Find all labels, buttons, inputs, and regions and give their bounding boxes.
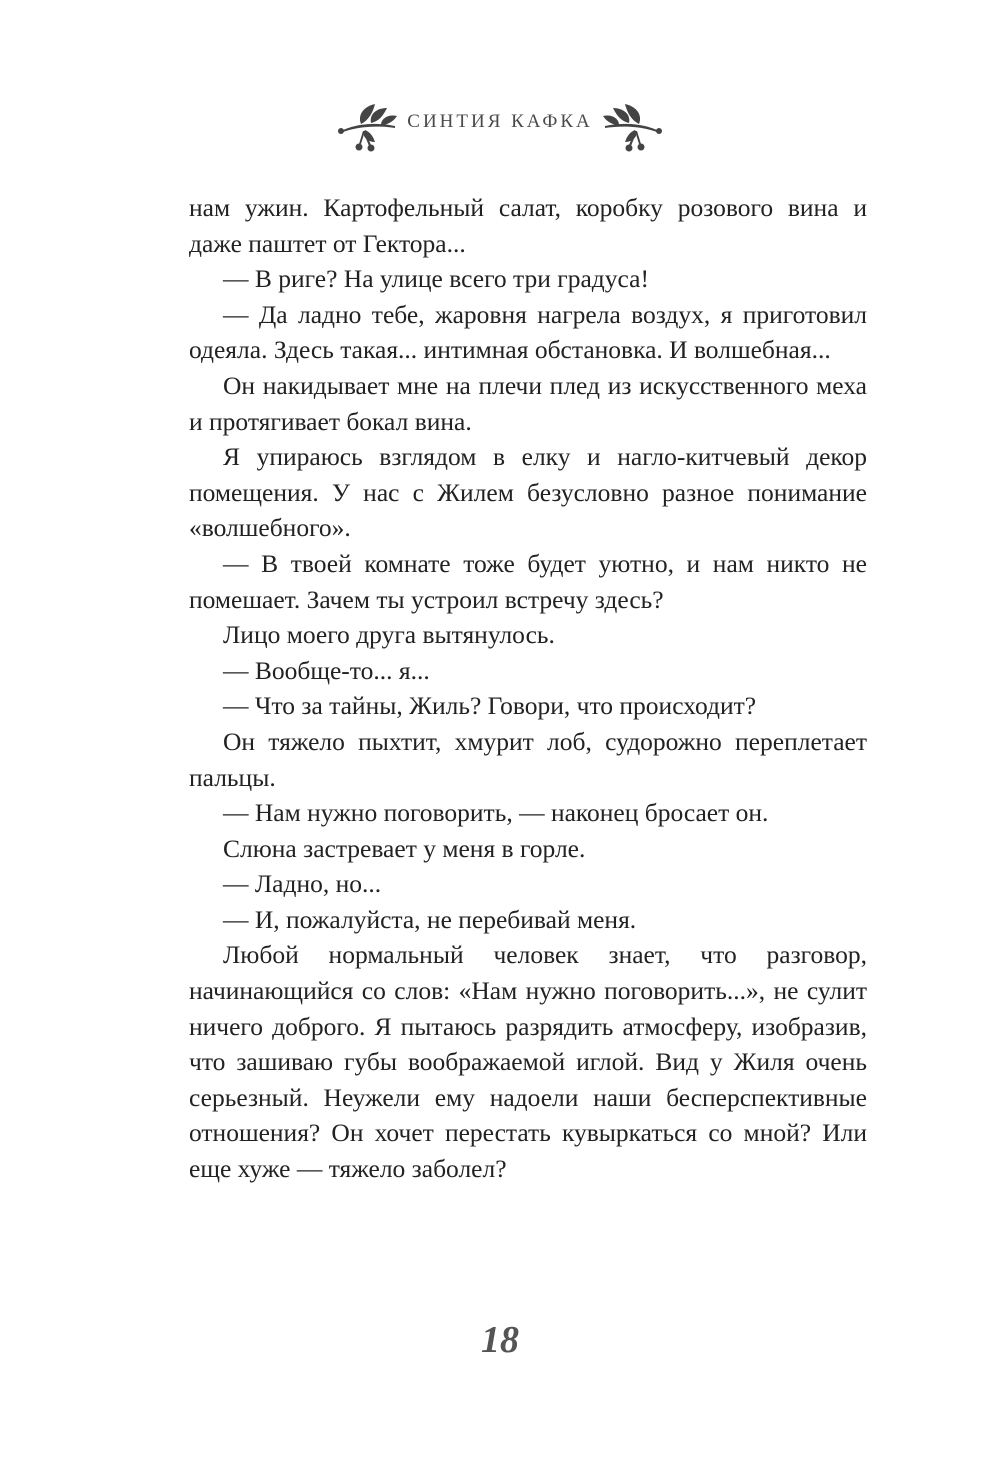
paragraph: — Что за тайны, Жиль? Говори, что происходит? [223,691,757,721]
paragraph: — Нам нужно поговорить, — наконец бросает он. [223,798,769,828]
paragraph: — Ладно, но... [223,869,382,899]
running-head [0,96,1000,160]
running-head-title: СИНТИЯ КАФКА [407,111,593,132]
paragraph: Он тяжело пыхтит, хмурит лоб, судорожно переплетает пальцы. [189,726,867,792]
leaf-branch-icon [601,100,665,156]
paragraph: Слюна застревает у меня в горле. [223,833,586,863]
paragraph: — В твоей комнате тоже будет уютно, и нам никто не помешает. Зачем ты устроил встречу здесь? [189,548,867,614]
paragraph: — В риге? На улице всего три градуса! [223,264,649,294]
paragraph: — И, пожалуйста, не перебивай меня. [223,904,637,934]
paragraph: Лицо моего друга вытянулось. [223,620,555,650]
paragraph: Любой нормальный человек знает, что разговор, начинающийся со слов: «Нам нужно поговорить...», не сулит ничего доброго. Я пытаюсь разрядить атмосферу, изобразив, что зашиваю губы воображаемой иглой. Вид у Жиля очень серьезный. Неужели ему надоели наши бесперспективные отношения? Он хочет перестать кувыркаться со мной? Или еще хуже — тяжело заболел? [189,940,867,1184]
page-number: 18 [481,1319,519,1361]
paragraph: Я упираюсь взглядом в елку и нагло-китчевый декор помещения. У нас с Жилем безусловно разное понимание «волшебного». [189,442,867,543]
paragraph: — Да ладно тебе, жаровня нагрела воздух, я приготовил одеяла. Здесь такая... интимная обстановка. И волшебная... [189,299,867,365]
page-text [189,190,867,1187]
paragraph: Он накидывает мне на плечи плед из искусственного меха и протягивает бокал вина. [189,370,867,436]
leaf-branch-icon [335,100,399,156]
paragraph: — Вообще-то... я... [223,655,430,685]
paragraph: нам ужин. Картофельный салат, коробку розового вина и даже паштет от Гектора... [189,193,867,258]
